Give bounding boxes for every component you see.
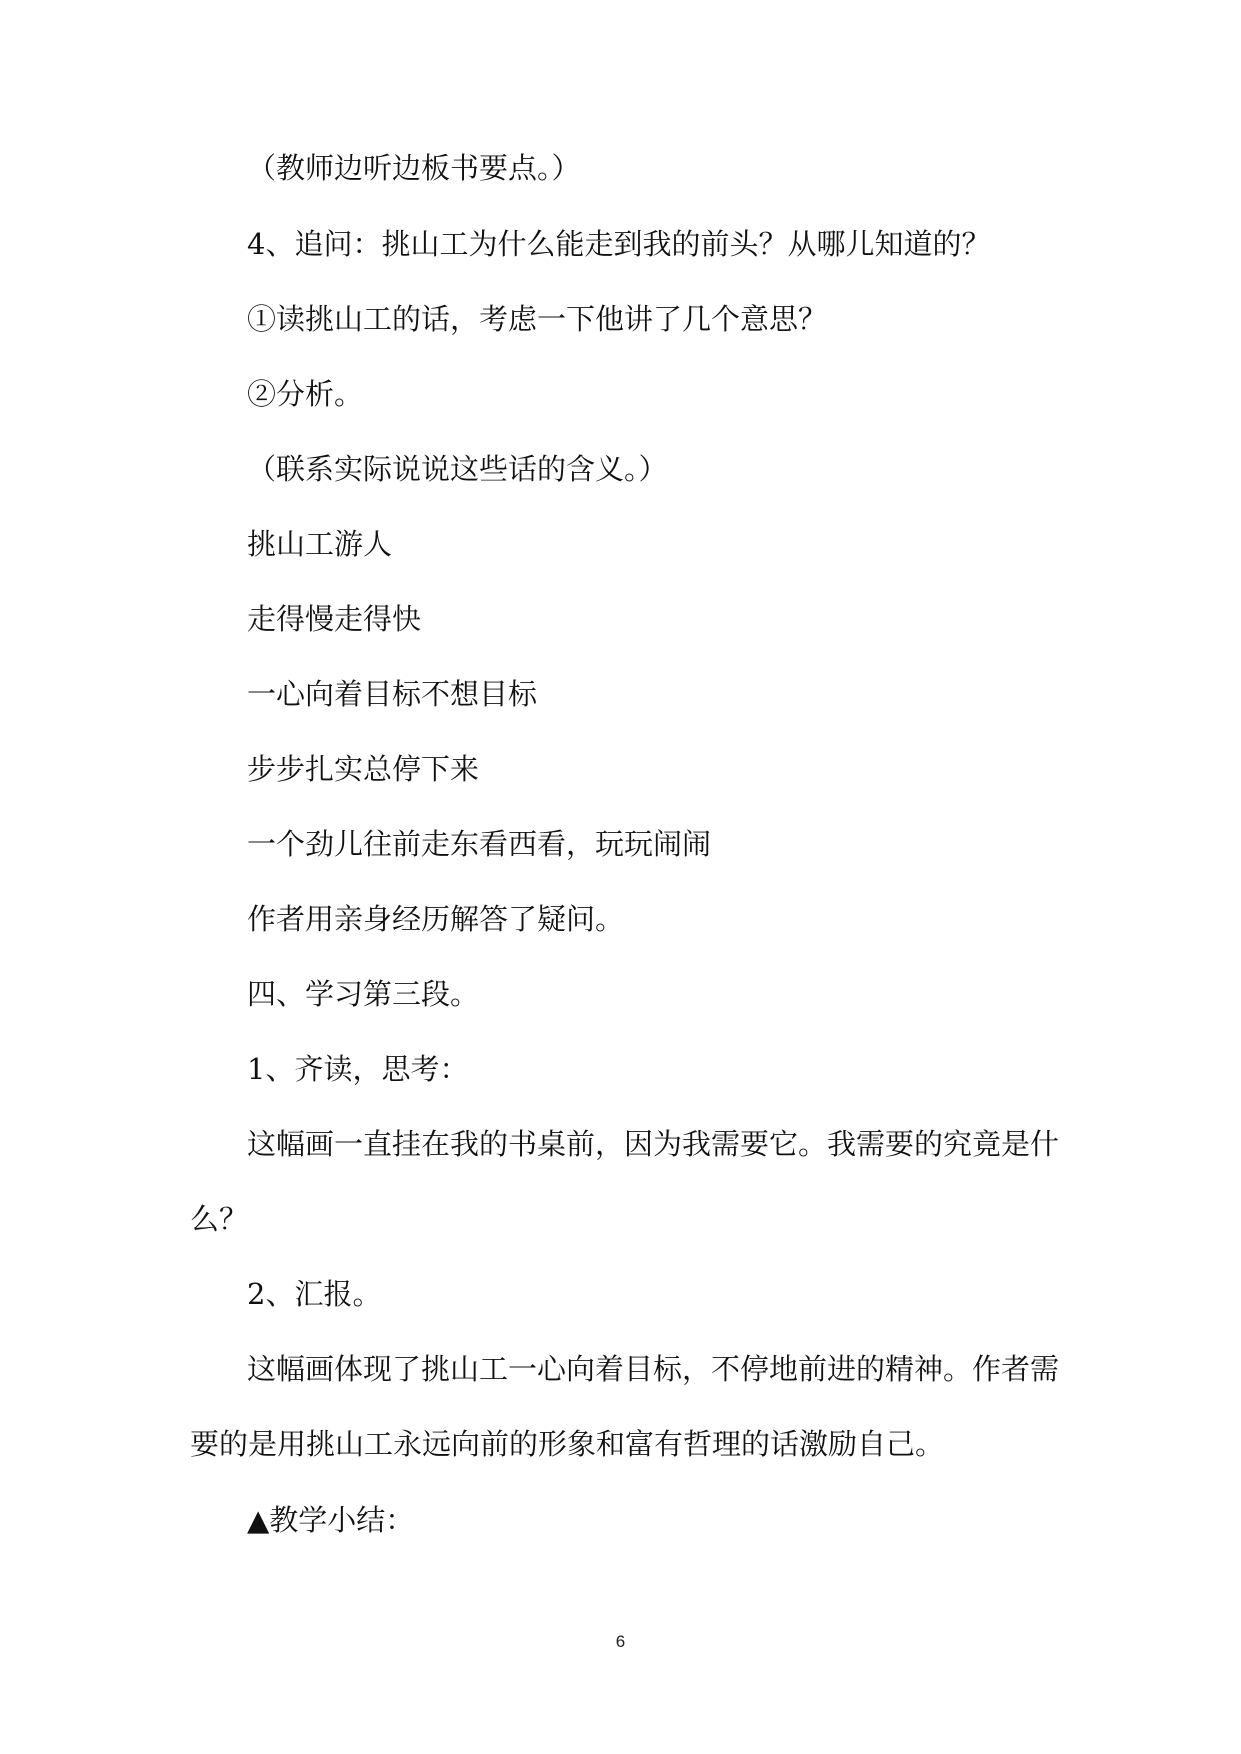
- text-line: ②分析。: [247, 377, 364, 411]
- text-line: 四、学习第三段。: [247, 977, 480, 1011]
- page-number: 6: [615, 1632, 626, 1651]
- text-line: 一个劲儿往前走东看西看，玩玩闹闹: [247, 827, 712, 861]
- text-line: ①读挑山工的话，考虑一下他讲了几个意思？: [247, 302, 828, 336]
- text-line: 这幅画体现了挑山工一心向着目标，不停地前进的精神。作者需: [247, 1352, 1060, 1386]
- text-line: 挑山工游人: [247, 527, 393, 561]
- text-line: 4、追问：挑山工为什么能走到我的前头？从哪儿知道的？: [247, 227, 991, 261]
- text-line: 1、齐读，思考：: [247, 1052, 469, 1086]
- text-line: （教师边听边板书要点。）: [247, 151, 581, 185]
- text-line: 步步扎实总停下来: [247, 752, 480, 786]
- text-line: ▲教学小结：: [247, 1503, 415, 1537]
- text-line: 么？: [190, 1202, 249, 1236]
- text-line: 一心向着目标不想目标: [247, 677, 538, 711]
- text-line: 走得慢走得快: [247, 602, 422, 636]
- text-line: 2、汇报。: [247, 1277, 382, 1311]
- text-line: 这幅画一直挂在我的书桌前，因为我需要它。我需要的究竟是什: [247, 1127, 1060, 1161]
- text-line: 作者用亲身经历解答了疑问。: [247, 902, 625, 936]
- text-line: 要的是用挑山工永远向前的形象和富有哲理的话激励自己。: [190, 1427, 945, 1461]
- text-line: （联系实际说说这些话的含义。）: [247, 452, 668, 486]
